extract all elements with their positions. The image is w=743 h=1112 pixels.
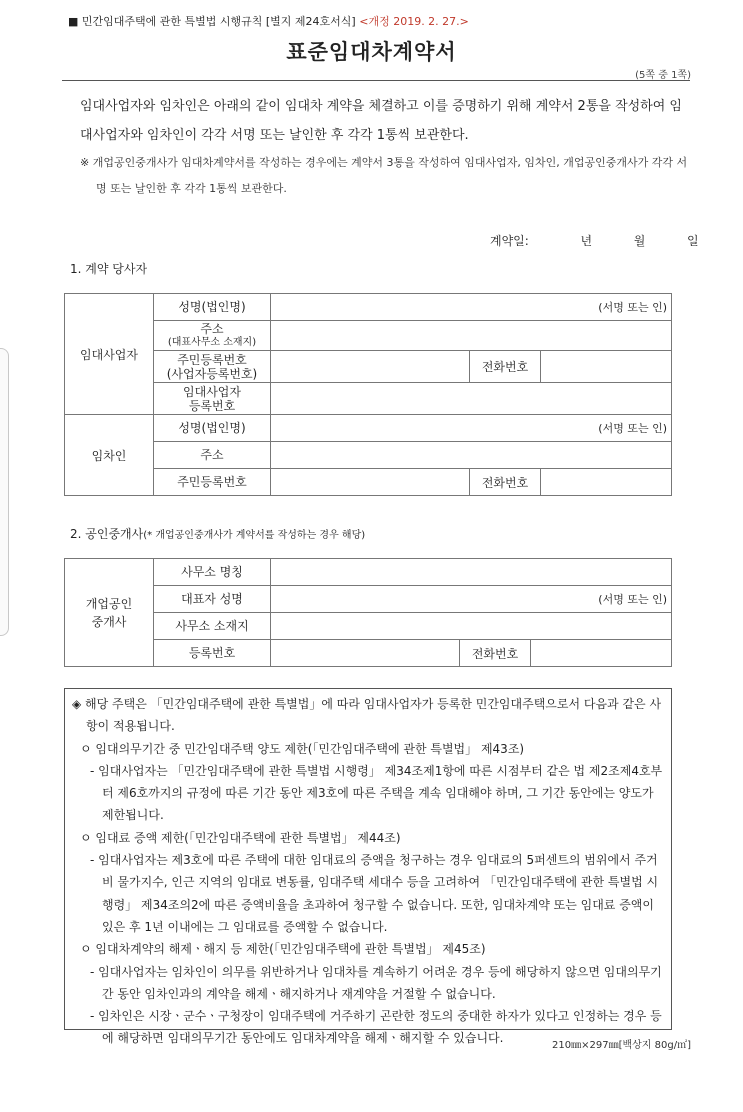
landlord-id-label-text: 주민등록번호: [177, 352, 247, 367]
contract-date-label: 계약일:: [490, 234, 529, 248]
title-divider: [62, 80, 690, 81]
landlord-id-sublabel: (사업자등록번호): [166, 366, 258, 381]
law-reference: [68, 13, 469, 29]
tenant-name-field[interactable]: (서명 또는 인): [271, 415, 672, 442]
broker-office-name-label: 사무소 명칭: [154, 559, 271, 586]
landlord-address-sublabel: (대표사무소 소재지): [167, 336, 257, 348]
broker-reg-field[interactable]: [271, 640, 460, 667]
landlord-phone-label: 전화번호: [470, 351, 541, 383]
landlord-address-label: [154, 321, 271, 351]
landlord-id-field[interactable]: [271, 351, 470, 383]
landlord-address-field[interactable]: [271, 321, 672, 351]
broker-office-addr-label: 사무소 소재지: [154, 613, 271, 640]
notice-body-transfer: - 임대사업자는 「민간임대주택에 관한 특별법 시행령」 제34조제1항에 따른 시점부터 같은 법 제2조제4호부터 제6호까지의 규정에 따른 기간 동안 제3호에 따른 주택을 계속 임대해야 하며, 그 기간 동안에는 양도가 제한됩니다.: [90, 763, 663, 823]
tenant-phone-label: 전화번호: [470, 469, 541, 496]
document-title: 표준임대차계약서: [286, 40, 457, 64]
landlord-reg-label-text: 임대사업자: [183, 384, 241, 399]
section-broker-title-text: 2. 공인중개사: [70, 527, 144, 541]
landlord-reg-label: [154, 383, 271, 415]
broker-phone-label: 전화번호: [460, 640, 531, 667]
parties-table: [64, 293, 672, 496]
broker-rep-label: 대표자 성명: [154, 586, 271, 613]
notice-content: [70, 693, 666, 1050]
notice-body-rent-increase: - 임대사업자는 제3호에 따른 주택에 대한 임대료의 증액을 청구하는 경우 임대료의 5퍼센트의 범위에서 주거비 물가지수, 인근 지역의 임대료 변동률, 임대주택 세대수 등을 고려하여 「민간임대주택에 관한 특별법 시행령」 제34조의2에 따른 증액비율을 초과하여 청구할 수 없습니다. 또한, 임대차계약 또는 임대료 증액이 있은 후 1년 이내에는 그 임대료를 증액할 수 없습니다.: [90, 853, 659, 934]
broker-rep-field[interactable]: (서명 또는 인): [271, 586, 672, 613]
landlord-name-field[interactable]: (서명 또는 인): [271, 294, 672, 321]
broker-phone-field[interactable]: [531, 640, 672, 667]
tenant-id-field[interactable]: [271, 469, 470, 496]
notice-body-termination-tenant: - 임차인은 시장ㆍ군수ㆍ구청장이 임대주택에 거주하기 곤란한 정도의 중대한 하자가 있다고 인정하는 경우 등에 해당하면 임대의무기간 동안에도 임대차계약을 해제ㆍ해지할 수 있습니다.: [90, 1009, 662, 1046]
section-broker-title: [70, 525, 365, 542]
broker-category-line2: 중개사: [91, 614, 127, 629]
broker-office-name-field[interactable]: [271, 559, 672, 586]
contract-date-year: 년: [580, 234, 593, 248]
revision-date: <개정 2019. 2. 27.>: [359, 15, 469, 28]
landlord-id-label: [154, 351, 271, 383]
notice-heading-rent-increase: ㅇ 임대료 증액 제한(「민간임대주택에 관한 특별법」 제44조): [80, 830, 401, 845]
tenant-address-label: 주소: [154, 442, 271, 469]
landlord-address-label-text: 주소: [200, 321, 224, 336]
landlord-reg-sublabel: 등록번호: [188, 398, 236, 413]
broker-category-line1: 개업공인: [85, 596, 133, 611]
landlord-category: 임대사업자: [65, 294, 154, 415]
tenant-address-field[interactable]: [271, 442, 672, 469]
landlord-reg-field[interactable]: [271, 383, 672, 415]
contract-date-month: 월: [633, 234, 646, 248]
notice-heading-transfer: ㅇ 임대의무기간 중 민간임대주택 양도 제한(「민간임대주택에 관한 특별법」 제43조): [80, 741, 525, 756]
paper-spec: 210㎜×297㎜[백상지 80g/㎡]: [552, 1040, 691, 1051]
section-broker-subtitle: (* 개업공인중개사가 계약서를 작성하는 경우 해당): [143, 530, 366, 541]
landlord-phone-field[interactable]: [541, 351, 672, 383]
notice-body-termination-landlord: - 임대사업자는 임차인이 의무를 위반하거나 임대차를 계속하기 어려운 경우 등에 해당하지 않으면 임대의무기간 동안 임차인과의 계약을 해제ㆍ해지하거나 재계약을 거절할 수 없습니다.: [90, 964, 662, 1001]
broker-office-addr-field[interactable]: [271, 613, 672, 640]
page-number: (5쪽 중 1쪽): [635, 70, 691, 81]
law-reference-text: ■ 민간임대주택에 관한 특별법 시행규칙 [별지 제24호서식]: [68, 15, 356, 28]
broker-reg-label: 등록번호: [154, 640, 271, 667]
broker-category: [65, 559, 154, 667]
side-scroll-handle[interactable]: [0, 348, 9, 636]
tenant-category: 임차인: [65, 415, 154, 496]
notice-heading-termination: ㅇ 임대차계약의 해제ㆍ해지 등 제한(「민간임대주택에 관한 특별법」 제45조): [80, 942, 486, 957]
broker-table: [64, 558, 672, 667]
intro-paragraph: 임대사업자와 임차인은 아래의 같이 임대차 계약을 체결하고 이를 증명하기 위해 계약서 2통을 작성하여 임대사업자와 임차인이 각각 서명 또는 날인한 후 각각 1통씩 보관한다.: [80, 99, 682, 143]
tenant-name-label: 성명(법인명): [154, 415, 271, 442]
contract-date-day: 일: [686, 234, 699, 248]
tenant-id-label: 주민등록번호: [154, 469, 271, 496]
landlord-name-label: 성명(법인명): [154, 294, 271, 321]
broker-note: ※ 개업공인중개사가 임대차계약서를 작성하는 경우에는 계약서 3통을 작성하여 임대사업자, 임차인, 개업공인중개사가 각각 서명 또는 날인한 후 각각 1통씩 보관한다.: [80, 156, 688, 195]
notice-lead: ◈ 해당 주택은 「민간임대주택에 관한 특별법」에 따라 임대사업자가 등록한 민간임대주택으로서 다음과 같은 사항이 적용됩니다.: [72, 697, 662, 734]
section-parties-title: 1. 계약 당사자: [70, 262, 148, 276]
contract-date: [490, 232, 699, 249]
tenant-phone-field[interactable]: [541, 469, 672, 496]
